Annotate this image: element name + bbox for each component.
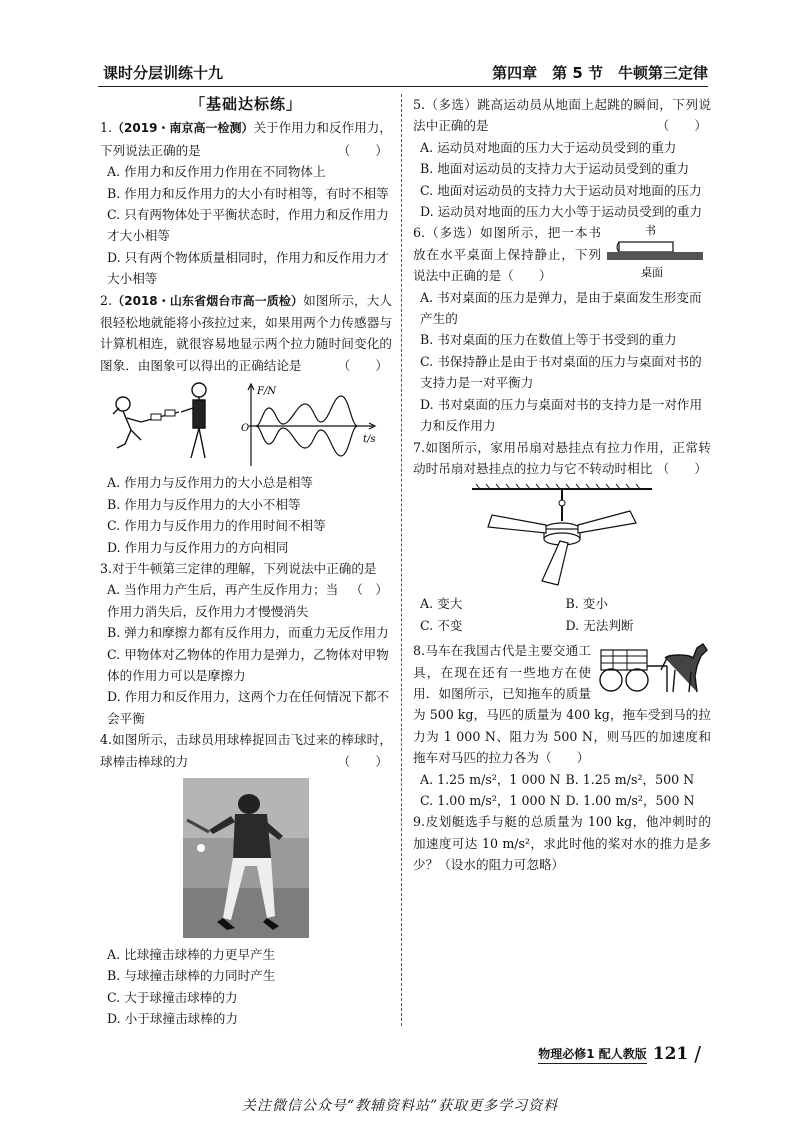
baseball-figure bbox=[100, 778, 392, 938]
question-number: 3. bbox=[100, 560, 113, 576]
question-number: 8. bbox=[413, 643, 426, 659]
question-text: （多选）跳高运动员从地面上起跳的瞬间，下列说法中正确的是 bbox=[413, 97, 711, 134]
question-3-stem bbox=[100, 558, 392, 598]
option-c: C. 作用力与反作用力的作用时间不相等 bbox=[107, 518, 326, 534]
option-d: D. 书对桌面的压力与桌面对书的支持力是一对作用力和反作用力 bbox=[420, 396, 703, 434]
child-figure bbox=[113, 397, 141, 448]
horse-cart-figure bbox=[597, 636, 711, 702]
question-number: 1. bbox=[100, 120, 113, 136]
answer-bracket: （ ） bbox=[501, 268, 552, 284]
question-text: 马车在我国古代是主要交通工具，在现在还有一些地方在使用．如图所示，已知拖车的质量为 500 kg，马匹的质量为 400 kg，拖车受到马的拉力为 1 000 N、阻力为 500 N，则马匹的加速度和拖车对马匹的拉力各为 bbox=[413, 643, 711, 766]
option-a: A. 运动员对地面的压力大于运动员受到的重力 bbox=[420, 139, 677, 155]
answer-bracket: （ ） bbox=[350, 582, 388, 598]
question-7 bbox=[413, 437, 711, 637]
option-d: D. 作用力与反作用力的方向相同 bbox=[107, 539, 289, 555]
option-b: B. 书对桌面的压力在数值上等于书受到的重力 bbox=[420, 332, 677, 348]
question-text: 如图所示，大人很轻松地就能将小孩拉过来，如果用两个力传感器与计算机相连，就很容易地显示两个拉力随时间变化的图象．由图象可以得出的正确结论是 bbox=[100, 292, 393, 373]
question-number: 5. bbox=[413, 97, 426, 112]
answer-bracket: （ ） bbox=[656, 118, 707, 134]
option-c: C. 不变 bbox=[420, 617, 463, 633]
question-text: 如图所示，击球员用球棒捉回击飞过来的棒球时，球棒击棒球的力 bbox=[100, 732, 392, 769]
left-column bbox=[100, 94, 392, 1030]
option-a: A. 变大 bbox=[420, 596, 463, 612]
table-label: 桌面 bbox=[641, 266, 663, 280]
option-a: A. 1.25 m/s²，1 000 N bbox=[420, 771, 561, 787]
question-7-stem bbox=[413, 437, 711, 480]
option-b: B. 弹力和摩擦力都有反作用力，而重力无反作用力 bbox=[107, 625, 389, 641]
option-c: C. 只有两物体处于平衡状态时，作用力和反作用力才大小相等 bbox=[107, 207, 389, 244]
ceiling-fan-illustration bbox=[462, 481, 662, 591]
answer-bracket: （ ） bbox=[337, 142, 388, 158]
adult-figure bbox=[181, 383, 206, 458]
header-rule bbox=[98, 86, 708, 87]
question-2-stem bbox=[100, 290, 392, 377]
option-c: C. 地面对运动员的支持力大于运动员对地面的压力 bbox=[420, 182, 702, 198]
option-c: C. 1.00 m/s²，1 000 N bbox=[420, 792, 561, 808]
question-5 bbox=[413, 94, 711, 222]
answer-bracket: （ ） bbox=[538, 750, 590, 766]
question-3 bbox=[100, 558, 392, 729]
answer-bracket: （ ） bbox=[337, 753, 388, 769]
question-8 bbox=[413, 640, 711, 811]
question-number: 7. bbox=[413, 439, 426, 455]
option-d: D. 作用力和反作用力，这两个力在任何情况下都不会平衡 bbox=[107, 689, 390, 726]
header-left-title: 课时分层训练十九 bbox=[103, 64, 224, 82]
option-a: A. 作用力和反作用力作用在不同物体上 bbox=[107, 164, 326, 180]
option-d: D. 只有两个物体质量相同时，作用力和反作用力才大小相等 bbox=[107, 249, 390, 287]
question-4 bbox=[100, 729, 392, 1029]
options-grid bbox=[413, 769, 711, 812]
graph-x-label: t/s bbox=[363, 434, 376, 446]
option-a: A. 书对桌面的压力是弹力，是由于桌面发生形变而产生的 bbox=[420, 289, 702, 327]
answer-bracket: （ ） bbox=[656, 460, 707, 476]
question-text: 皮划艇选手与艇的总质量为 100 kg，他冲刺时的加速度可达 10 m/s²，求此时他的桨对水的推力是多少？（设水的阻力可忽略） bbox=[413, 814, 711, 873]
question-1 bbox=[100, 117, 392, 289]
option-b: B. 地面对运动员的支持力大于运动员受到的重力 bbox=[420, 161, 690, 177]
ceiling-fan-figure bbox=[413, 481, 711, 591]
option-c: C. 甲物体对乙物体的作用力是弹力，乙物体对甲物体的作用力可以是摩擦力 bbox=[107, 646, 389, 683]
question-6-head bbox=[413, 222, 711, 286]
header-right-chapter: 第四章 第 5 节 牛顿第三定律 bbox=[492, 64, 708, 82]
question-2 bbox=[100, 290, 392, 558]
question-number: 4. bbox=[100, 732, 113, 748]
question-number: 2. bbox=[100, 292, 113, 308]
question-6-stem bbox=[413, 222, 601, 286]
book-edition-label: 物理必修1 配人教版 bbox=[538, 1045, 647, 1064]
option-b: B. 变小 bbox=[565, 596, 608, 612]
question-source-tag: （2018・山东省烟台市高一质检） bbox=[112, 293, 304, 308]
question-5-stem bbox=[413, 94, 711, 137]
option-b: B. 作用力和反作用力的大小有时相等，有时不相等 bbox=[107, 185, 389, 201]
page-number: 121 bbox=[652, 1044, 689, 1064]
question-8-stem bbox=[413, 640, 711, 768]
option-c: C. 书保持静止是由于书对桌面的压力与桌面对书的支持力是一对平衡力 bbox=[420, 353, 702, 391]
question-source-tag: （2019・南京高一检测） bbox=[112, 121, 254, 136]
question-1-stem bbox=[100, 117, 392, 161]
book-on-table-figure bbox=[601, 222, 711, 282]
baseball-batter-photo bbox=[183, 778, 309, 938]
question-9 bbox=[413, 811, 711, 875]
question-number: 6. bbox=[413, 225, 426, 241]
option-a: A. 当作用力产生后，再产生反作用力；当作用力消失后，反作用力才慢慢消失 bbox=[107, 582, 339, 619]
option-d: D. 小于球撞击球棒的力 bbox=[107, 1011, 238, 1027]
option-a: A. 作用力与反作用力的大小总是相等 bbox=[107, 475, 314, 491]
answer-bracket: （ ） bbox=[337, 357, 388, 373]
book-label: 书 bbox=[645, 224, 656, 238]
page-footer bbox=[538, 1042, 701, 1066]
question-text: （多选）如图所示，把一本书放在水平桌面上保持静止，下列说法中正确的是 bbox=[413, 225, 601, 284]
option-b: B. 1.25 m/s²，500 N bbox=[565, 771, 695, 787]
option-a: A. 比球撞击球棒的力更早产生 bbox=[107, 946, 276, 962]
question-number: 9. bbox=[413, 814, 426, 830]
option-b: B. 作用力与反作用力的大小不相等 bbox=[107, 496, 301, 512]
footer-slash: / bbox=[694, 1042, 701, 1066]
question-text: 关于作用力和反作用力，下列说法正确的是 bbox=[100, 120, 392, 158]
bottom-promo-note: 关注微信公众号“教辅资料站”获取更多学习资料 bbox=[241, 1098, 559, 1114]
option-d: D. 运动员对地面的压力大小等于运动员受到的重力 bbox=[420, 204, 703, 220]
option-d: D. 无法判断 bbox=[565, 617, 634, 633]
right-column bbox=[413, 94, 711, 876]
options-grid bbox=[413, 593, 711, 636]
section-title: 「基础达标练」 bbox=[189, 95, 302, 113]
graph-origin: O bbox=[241, 423, 250, 435]
question-6 bbox=[413, 222, 711, 436]
option-c: C. 大于球撞击球棒的力 bbox=[107, 989, 238, 1005]
question-text: 对于牛顿第三定律的理解，下列说法中正确的是 bbox=[112, 560, 377, 576]
column-divider bbox=[401, 94, 402, 1026]
tug-of-war-illustration bbox=[101, 378, 391, 468]
question-4-stem bbox=[100, 729, 392, 772]
question-9-stem bbox=[413, 811, 711, 875]
tug-figure bbox=[100, 378, 392, 470]
question-text: 如图所示，家用吊扇对悬挂点有拉力作用，正常转动时吊扇对悬挂点的拉力与它不转动时相比 bbox=[413, 439, 711, 476]
graph-y-label: F/N bbox=[257, 386, 277, 398]
option-d: D. 1.00 m/s²，500 N bbox=[565, 792, 695, 808]
option-b: B. 与球撞击球棒的力同时产生 bbox=[107, 968, 276, 984]
